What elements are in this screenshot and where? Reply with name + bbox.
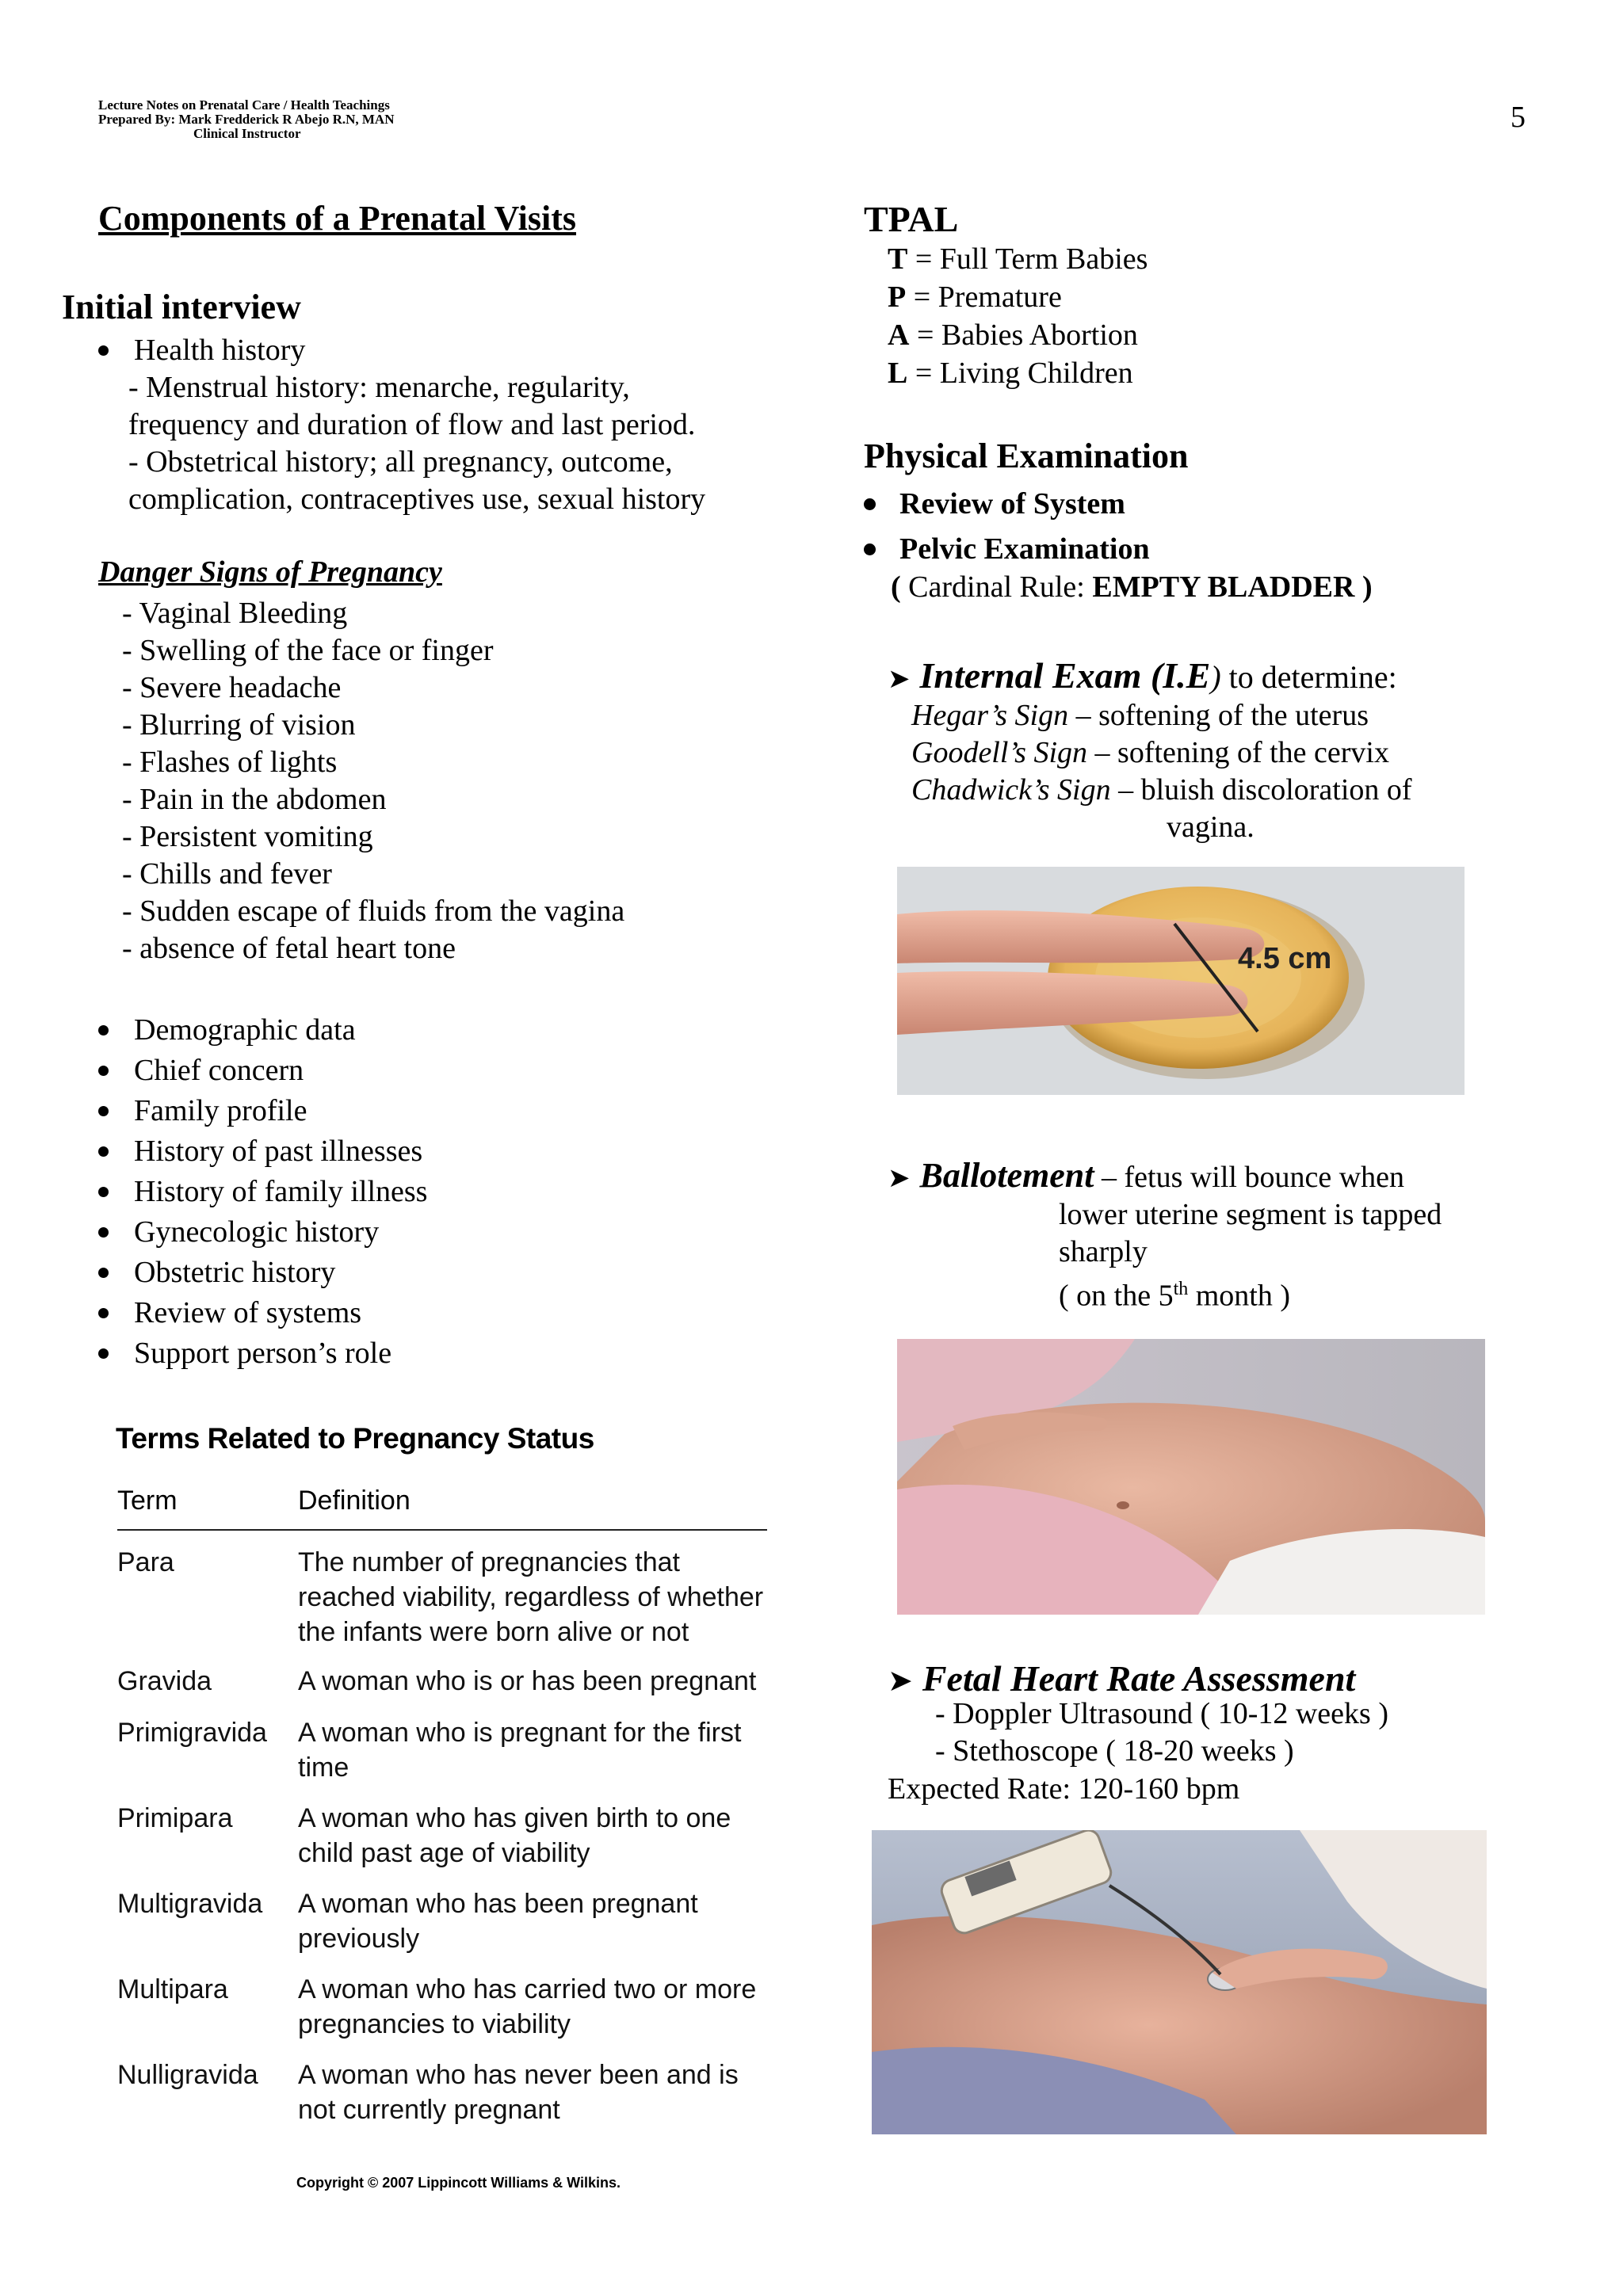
copyright-note: Copyright © 2007 Lippincott Williams & Wilkins. bbox=[296, 2175, 621, 2191]
initial-interview-title: Initial interview bbox=[62, 288, 301, 326]
danger-item: - Flashes of lights bbox=[122, 746, 338, 779]
tpal-item: L = Living Children bbox=[888, 357, 1133, 390]
page-number: 5 bbox=[1510, 101, 1526, 134]
components-title: Components of a Prenatal Visits bbox=[98, 199, 576, 238]
arrow-bullet-icon: ➤ bbox=[888, 1164, 911, 1193]
bullet-icon bbox=[864, 498, 876, 510]
pelvic-exam-label: Pelvic Examination bbox=[899, 532, 1150, 566]
sign-item: Hegar’s Sign – softening of the uterus bbox=[911, 699, 1369, 732]
list-item: Demographic data bbox=[98, 1010, 427, 1051]
header-block bbox=[98, 98, 394, 141]
list-item: Obstetric history bbox=[98, 1253, 427, 1293]
tpal-item: P = Premature bbox=[888, 280, 1062, 314]
bullet-icon bbox=[98, 1106, 109, 1116]
doppler-photo bbox=[872, 1830, 1487, 2134]
definition-cell: A woman who has never been and is not currently pregnant bbox=[298, 2060, 739, 2125]
health-history-bullet bbox=[98, 331, 305, 369]
definition-cell: The number of pregnancies that reached viability, regardless of whether the infants were born alive or not bbox=[298, 1547, 764, 1647]
internal-exam-heading: ➤ Internal Exam (I.E) to determine: bbox=[888, 655, 1397, 696]
bullet-icon bbox=[98, 345, 109, 356]
danger-item: - Blurring of vision bbox=[122, 708, 356, 742]
danger-item: - Severe headache bbox=[122, 671, 342, 704]
ballotement-heading: ➤ Ballotement – fetus will bounce when bbox=[888, 1156, 1405, 1195]
term-cell: Gravida bbox=[117, 1666, 212, 1696]
danger-item: - Persistent vomiting bbox=[122, 820, 373, 853]
cervix-model-illustration bbox=[897, 867, 1465, 1095]
pelvic-exam-bullet bbox=[864, 532, 1150, 566]
arrow-bullet-icon: ➤ bbox=[888, 1665, 913, 1698]
list-item: Chief concern bbox=[98, 1051, 427, 1091]
ballotement-illustration bbox=[897, 1339, 1485, 1615]
health-history-details bbox=[128, 369, 705, 518]
ballotement-details bbox=[1059, 1196, 1442, 1315]
bullet-icon bbox=[98, 1025, 109, 1035]
tpal-item: T = Full Term Babies bbox=[888, 242, 1148, 276]
tpal-list bbox=[888, 240, 1148, 392]
danger-item: - Vaginal Bleeding bbox=[122, 597, 348, 630]
term-cell: Nulligravida bbox=[117, 2060, 258, 2090]
bullet-icon bbox=[98, 1308, 109, 1318]
danger-signs-title: Danger Signs of Pregnancy bbox=[98, 555, 442, 589]
ball-line: lower uterine segment is tapped bbox=[1059, 1198, 1442, 1231]
expected-rate: Expected Rate: 120-160 bpm bbox=[888, 1772, 1240, 1806]
list-item: Family profile bbox=[98, 1091, 427, 1131]
fhr-line: - Stethoscope ( 18-20 weeks ) bbox=[935, 1734, 1294, 1768]
header-line-3: Clinical Instructor bbox=[193, 126, 301, 141]
header-rule bbox=[117, 1529, 767, 1531]
hh-line: complication, contraceptives use, sexual history bbox=[128, 482, 706, 516]
physical-exam-title: Physical Examination bbox=[864, 437, 1189, 475]
hh-line: frequency and duration of flow and last period. bbox=[128, 408, 696, 441]
danger-item: - Pain in the abdomen bbox=[122, 783, 387, 816]
header-line-1: Lecture Notes on Prenatal Care / Health Teachings bbox=[98, 97, 390, 113]
ball-line: sharply bbox=[1059, 1235, 1148, 1268]
term-cell: Para bbox=[117, 1547, 174, 1577]
ballotement-photo bbox=[897, 1339, 1485, 1615]
list-item: Review of systems bbox=[98, 1293, 427, 1333]
definition-cell: A woman who has carried two or more pregnancies to viability bbox=[298, 1974, 757, 2039]
definition-cell: A woman who has given birth to one child past age of viability bbox=[298, 1803, 731, 1868]
bullet-icon bbox=[98, 1066, 109, 1076]
column-header-definition: Definition bbox=[298, 1486, 411, 1516]
bullet-icon bbox=[864, 543, 876, 555]
danger-item: - Sudden escape of fluids from the vagina bbox=[122, 894, 625, 928]
doppler-illustration bbox=[872, 1830, 1487, 2134]
arrow-bullet-icon: ➤ bbox=[888, 665, 911, 694]
term-cell: Primipara bbox=[117, 1803, 233, 1833]
tpal-title: TPAL bbox=[864, 199, 959, 239]
pregnancy-terms-table bbox=[116, 1422, 773, 2191]
internal-exam-signs bbox=[911, 697, 1412, 846]
cervix-model-photo bbox=[897, 867, 1465, 1095]
sign-item-cont: vagina. bbox=[1167, 810, 1254, 844]
danger-item: - Chills and fever bbox=[122, 857, 332, 891]
hh-line: - Obstetrical history; all pregnancy, outcome, bbox=[128, 445, 673, 479]
danger-signs-list bbox=[122, 595, 624, 967]
header-line-2: Prepared By: Mark Fredderick R Abejo R.N, MAN bbox=[98, 112, 395, 127]
fhr-line: - Doppler Ultrasound ( 10-12 weeks ) bbox=[935, 1697, 1388, 1730]
health-history-label: Health history bbox=[134, 334, 306, 367]
ball-month: ( on the 5th month ) bbox=[1059, 1279, 1291, 1313]
list-item: Gynecologic history bbox=[98, 1212, 427, 1253]
fhr-heading: ➤ Fetal Heart Rate Assessment bbox=[888, 1658, 1356, 1699]
definition-cell: A woman who has been pregnant previously bbox=[298, 1889, 698, 1954]
measurement-label: 4.5 cm bbox=[1238, 942, 1332, 975]
bullet-icon bbox=[98, 1268, 109, 1278]
danger-item: - Swelling of the face or finger bbox=[122, 634, 494, 667]
bullet-icon bbox=[98, 1146, 109, 1157]
fhr-details bbox=[935, 1695, 1388, 1770]
term-cell: Multigravida bbox=[117, 1889, 263, 1919]
review-of-system-label: Review of System bbox=[899, 487, 1125, 521]
sign-item: Chadwick’s Sign – bluish discoloration of bbox=[911, 773, 1412, 807]
table-title: Terms Related to Pregnancy Status bbox=[116, 1422, 594, 1455]
tpal-item: A = Babies Abortion bbox=[888, 318, 1138, 352]
bullet-icon bbox=[98, 1227, 109, 1238]
hh-line: - Menstrual history: menarche, regularity, bbox=[128, 371, 630, 404]
definition-cell: A woman who is or has been pregnant bbox=[298, 1666, 757, 1696]
interview-bullet-list bbox=[98, 1010, 427, 1374]
sign-item: Goodell’s Sign – softening of the cervix bbox=[911, 736, 1389, 769]
definition-cell: A woman who is pregnant for the first time bbox=[298, 1718, 742, 1783]
list-item: Support person’s role bbox=[98, 1333, 427, 1374]
danger-item: - absence of fetal heart tone bbox=[122, 932, 456, 965]
term-cell: Primigravida bbox=[117, 1718, 267, 1748]
cardinal-rule: ( Cardinal Rule: EMPTY BLADDER ) bbox=[891, 570, 1373, 604]
bullet-icon bbox=[98, 1187, 109, 1197]
column-header-term: Term bbox=[117, 1486, 178, 1516]
list-item: History of past illnesses bbox=[98, 1131, 427, 1172]
bullet-icon bbox=[98, 1348, 109, 1359]
term-cell: Multipara bbox=[117, 1974, 228, 2004]
review-of-system-bullet bbox=[864, 486, 1125, 521]
list-item: History of family illness bbox=[98, 1172, 427, 1212]
